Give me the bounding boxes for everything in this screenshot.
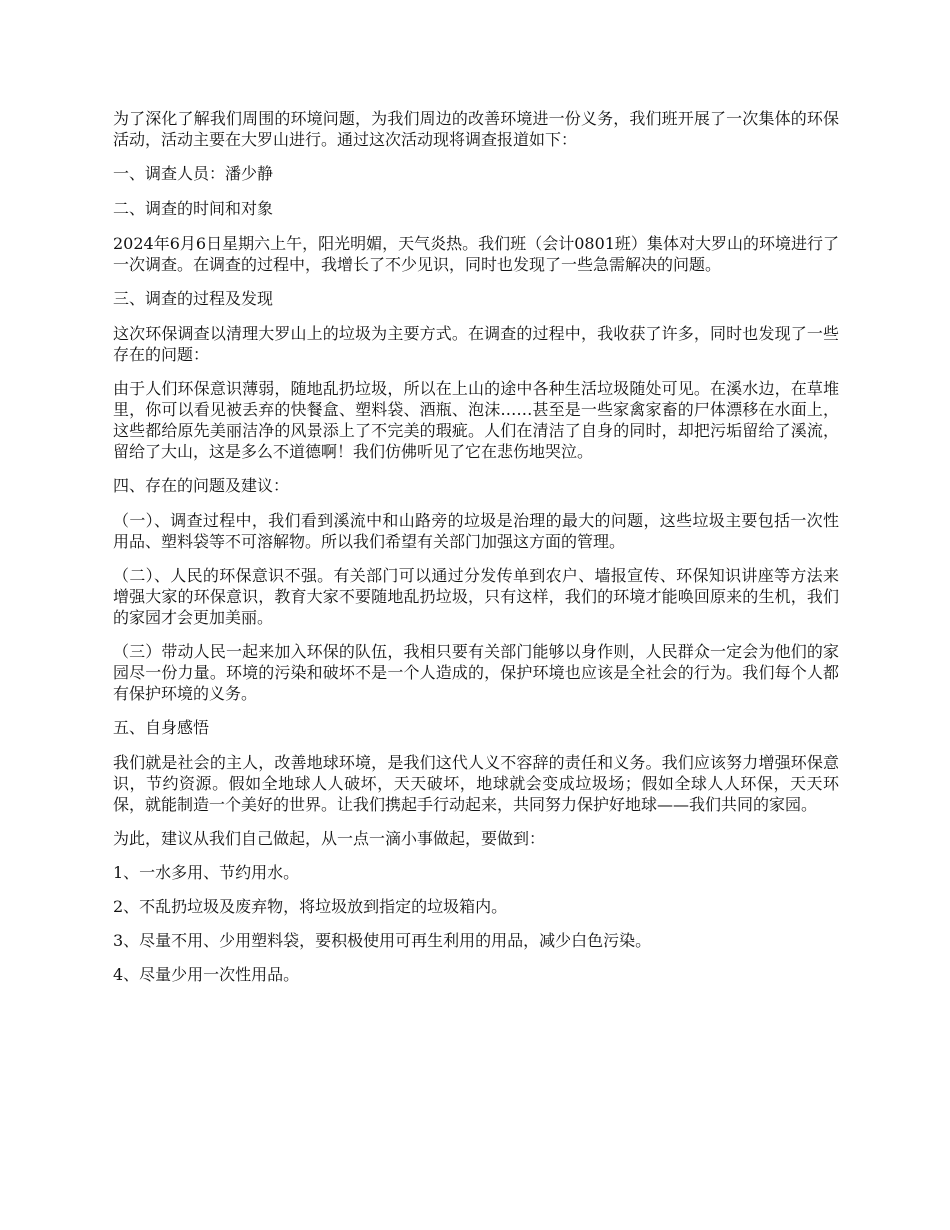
time-object-paragraph: 2024年6月6日星期六上午，阳光明媚，天气炎热。我们班（会计0801班）集体对大罗山的环境进行了一次调查。在调查的过程中，我增长了不少见识，同时也发现了一些急需解决的问题。 — [113, 234, 839, 274]
suggestion-paragraph-2: （二）、人民的环保意识不强。有关部门可以通过分发传单到农户、墙报宣传、环保知识讲座等方法来增强大家的环保意识，教育大家不要随地乱扔垃圾，只有这样，我们的环境才能唤回原来的生机，我们的家园才会更加美丽。 — [113, 566, 839, 627]
findings-paragraph: 由于人们环保意识薄弱，随地乱扔垃圾，所以在上山的途中各种生活垃圾随处可见。在溪水边，在草堆里，你可以看见被丢弃的快餐盒、塑料袋、酒瓶、泡沫……甚至是一些家禽家畜的尸体漂移在水面上，这些都给原先美丽洁净的风景添上了不完美的瑕疵。人们在清洁了自身的同时，却把污垢留给了溪流，留给了大山，这是多么不道德啊！我们仿佛听见了它在悲伤地哭泣。 — [113, 379, 839, 461]
suggestion-paragraph-3: （三）带动人民一起来加入环保的队伍，我相只要有关部门能够以身作则，人民群众一定会为他们的家园尽一份力量。环境的污染和破坏不是一个人造成的，保护环境也应该是全社会的行为。我们每个人都有保护环境的义务。 — [113, 642, 839, 703]
section-heading-reflection: 五、自身感悟 — [113, 718, 210, 737]
advice-intro-paragraph: 为此，建议从我们自己做起，从一点一滴小事做起，要做到： — [113, 829, 546, 848]
section-heading-problems: 四、存在的问题及建议： — [113, 476, 290, 495]
section-heading-process: 三、调查的过程及发现 — [113, 289, 274, 308]
advice-item-2: 2、不乱扔垃圾及废弃物，将垃圾放到指定的垃圾箱内。 — [113, 897, 508, 916]
advice-item-3: 3、尽量不用、少用塑料袋，要积极使用可再生利用的用品，减少白色污染。 — [113, 931, 652, 950]
section-heading-investigators: 一、调查人员：潘少静 — [113, 164, 274, 183]
suggestion-paragraph-1: （一）、调查过程中，我们看到溪流中和山路旁的垃圾是治理的最大的问题，这些垃圾主要包括一次性用品、塑料袋等不可溶解物。所以我们希望有关部门加强这方面的管理。 — [113, 511, 839, 551]
advice-item-4: 4、尽量少用一次性用品。 — [113, 965, 300, 984]
advice-item-1: 1、一水多用、节约用水。 — [113, 863, 300, 882]
document-page — [113, 108, 839, 998]
process-paragraph: 这次环保调查以清理大罗山上的垃圾为主要方式。在调查的过程中，我收获了许多，同时也发现了一些存在的问题： — [113, 324, 839, 364]
intro-paragraph: 为了深化了解我们周围的环境问题，为我们周边的改善环境进一份义务，我们班开展了一次集体的环保活动，活动主要在大罗山进行。通过这次活动现将调查报道如下： — [113, 109, 839, 149]
section-heading-time-object: 二、调查的时间和对象 — [113, 199, 274, 218]
reflection-paragraph: 我们就是社会的主人，改善地球环境，是我们这代人义不容辞的责任和义务。我们应该努力增强环保意识，节约资源。假如全地球人人破坏，天天破坏，地球就会变成垃圾场；假如全球人人环保，天天环保，就能制造一个美好的世界。让我们携起手行动起来，共同努力保护好地球——我们共同的家园。 — [113, 753, 839, 814]
